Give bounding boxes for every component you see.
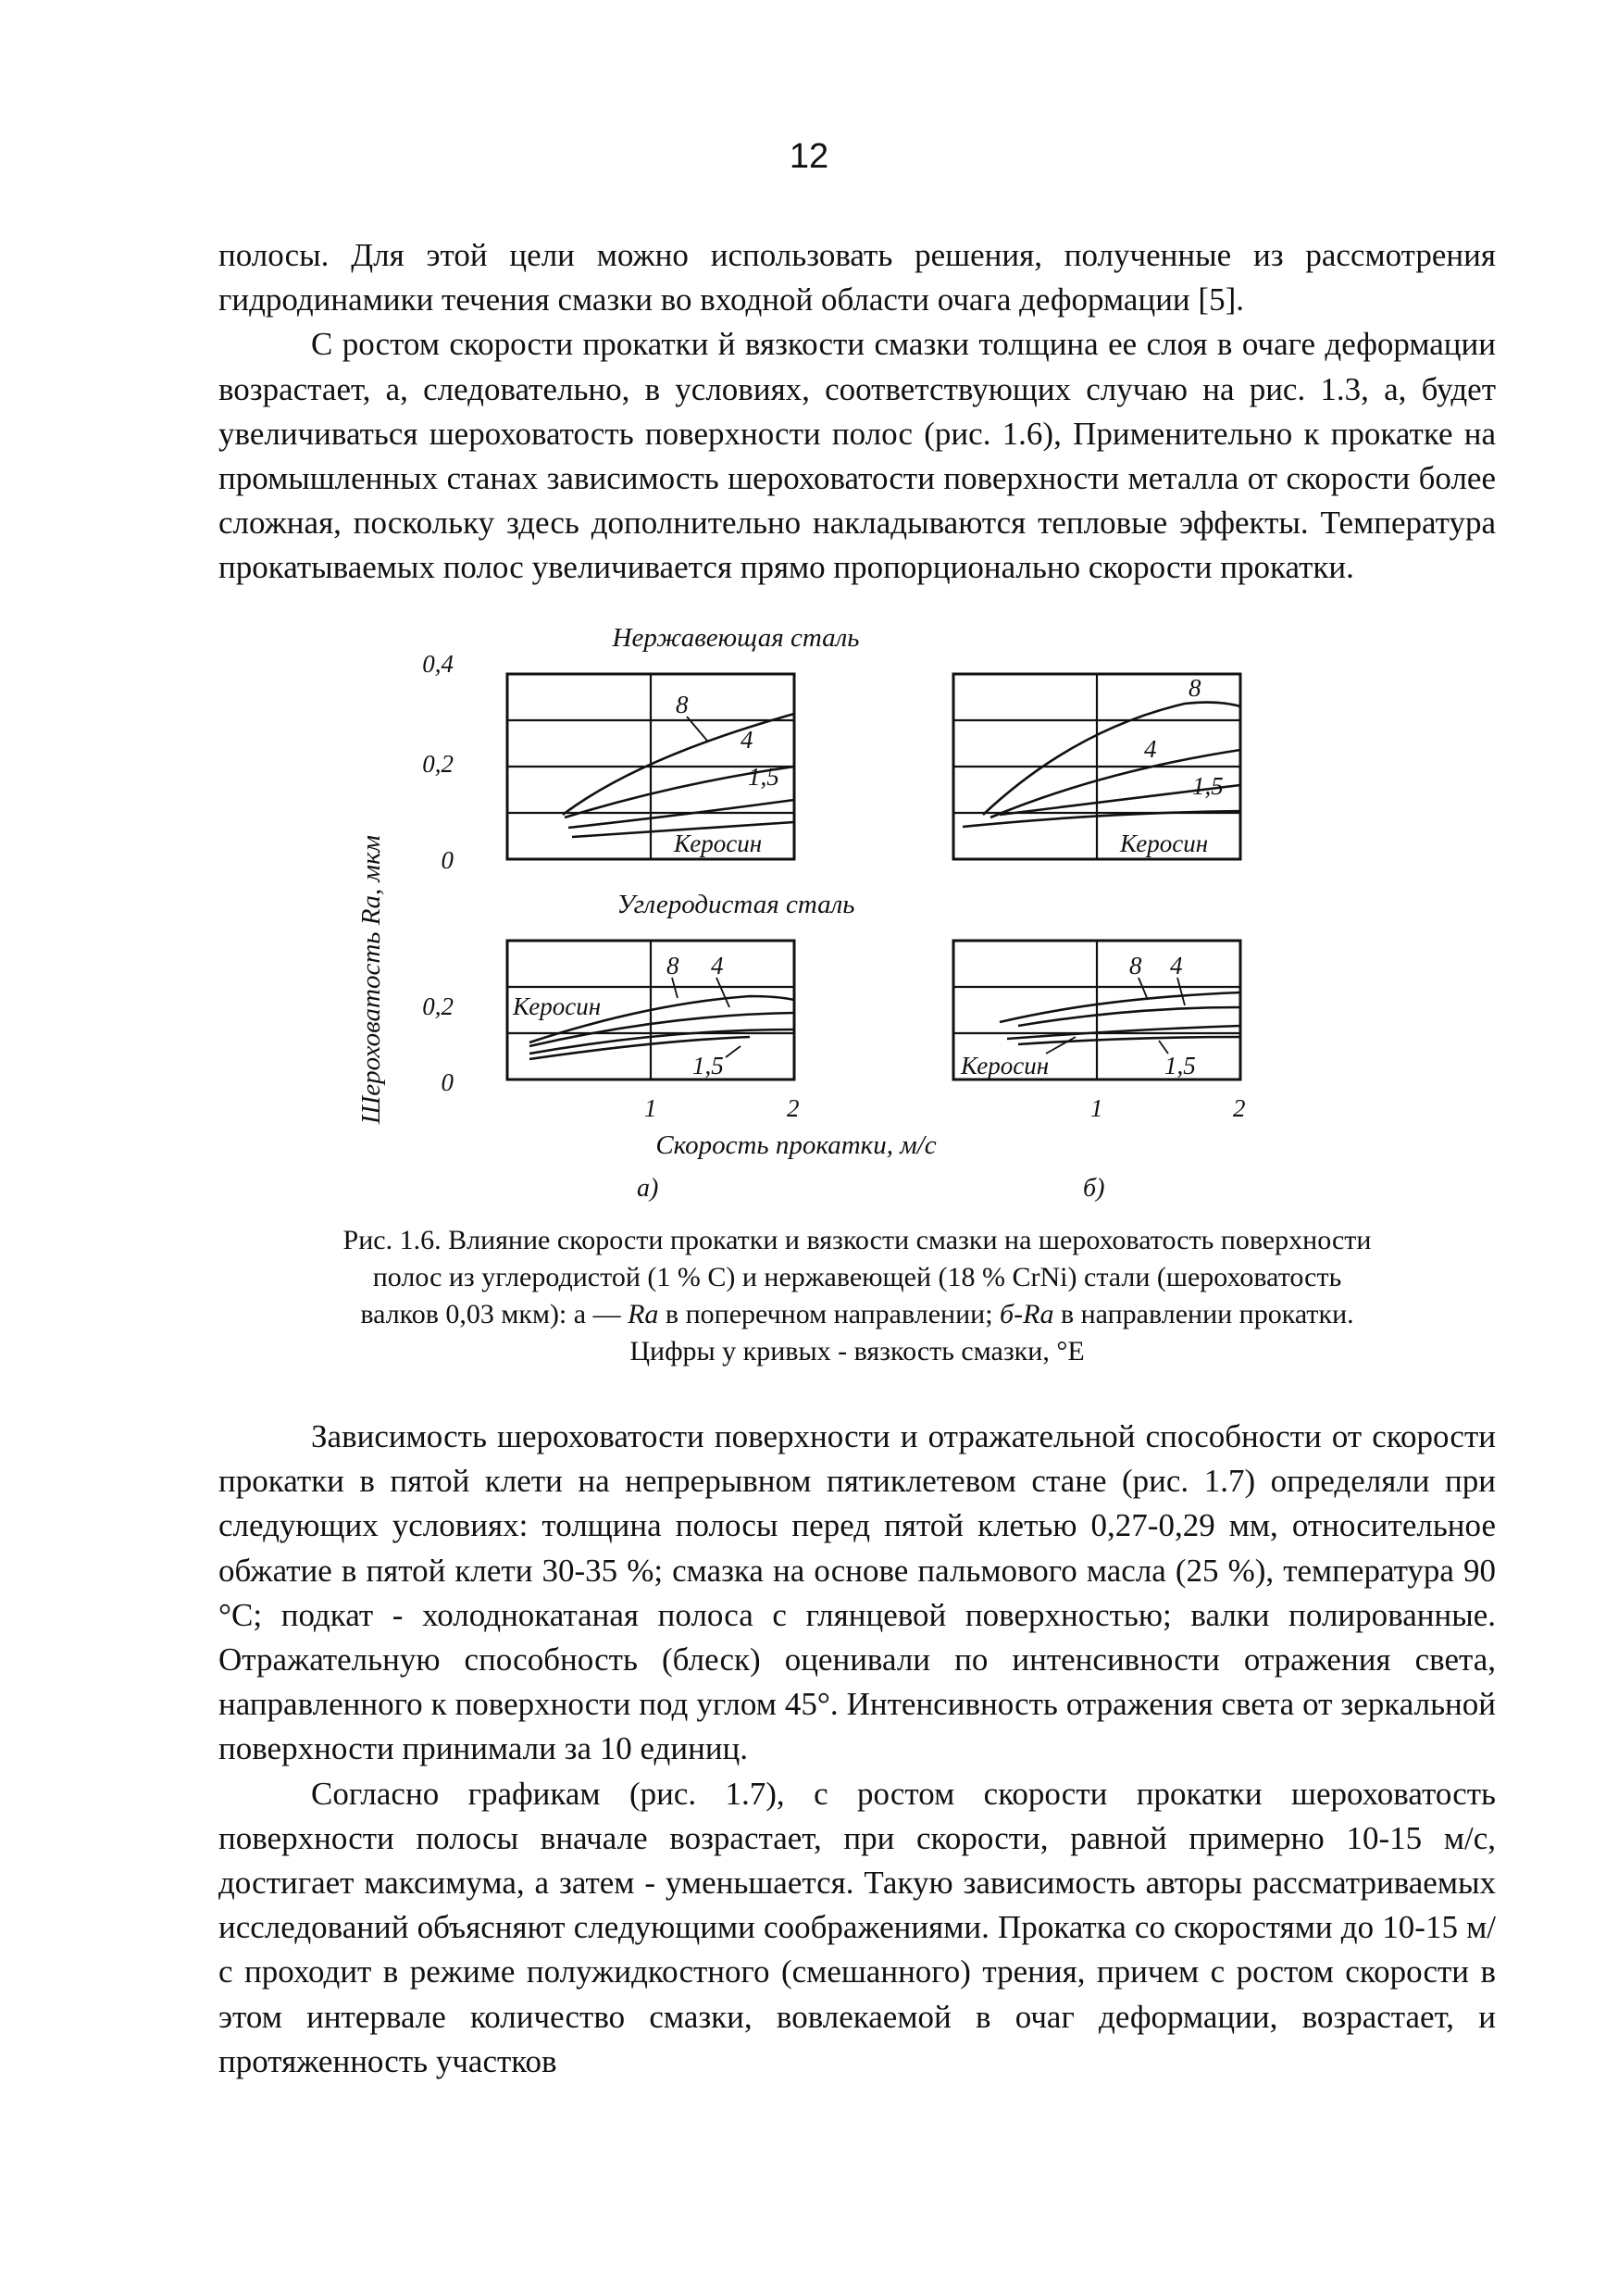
x-tick: 1 <box>644 1094 657 1122</box>
caption-italic: б-Ra <box>1000 1299 1054 1329</box>
curve-label-kerosene: Керосин <box>513 992 602 1020</box>
panel-b-top <box>953 674 1240 859</box>
curve-label-4: 4 <box>1144 735 1157 763</box>
panel-a-bottom <box>507 941 794 1079</box>
panel-a-top <box>507 674 794 859</box>
y-axis-label: Шероховатость Ra, мкм <box>356 834 386 1125</box>
y-tick: 0 <box>441 1068 454 1096</box>
paragraph: Согласно графикам (рис. 1.7), с ростом скорости прокатки шероховатость поверхности полосы вначале возрастает, при скорости, равной примерно 10-15 м/с, достигает максимума, а затем - уменьшается. Такую зависимость авторы рассматриваемых исследований объясняют следующими соображениями. Прокатка со скоростями до 10-15 м/с проходит в режиме полужидкостного (смешанного) трения, причем с ростом скорости в этом интервале количество смазки, вовлекаемой в очаг деформации, возрастает, и протяженность участков <box>218 1775 1496 2079</box>
curve-label-1-5: 1,5 <box>1192 772 1224 800</box>
caption-text: валков 0,03 мкм): а — <box>360 1299 629 1329</box>
label-leader <box>1046 1037 1076 1054</box>
curve-label-kerosene: Керосин <box>1120 830 1209 857</box>
caption-text: в направлении прокатки. <box>1053 1299 1354 1329</box>
curve-label-8: 8 <box>1189 674 1201 702</box>
paragraph: С ростом скорости прокатки й вязкости смазки толщина ее слоя в очаге деформации возрастает, а, следовательно, в условиях, соответствующих случаю на рис. 1.3, а, будет увеличиваться шероховатость поверхности полос (рис. 1.6), Применительно к прокатке на промышленных станах зависимость шероховатости поверхности металла от скорости более сложная, поскольку здесь дополнительно накладываются тепловые эффекты. Температура прокатываемых полос увеличивается прямо пропорционально скорости прокатки. <box>218 326 1496 586</box>
x-axis-label: Скорость прокатки, м/с <box>655 1130 937 1160</box>
label-leader <box>1139 978 1148 1000</box>
caption-line <box>218 1296 1496 1333</box>
label-leader <box>726 1046 741 1057</box>
caption-line: полос из углеродистой (1 % С) и нержавеющей (18 % CrNi) стали (шероховатость <box>372 1262 1342 1292</box>
x-tick: 2 <box>787 1094 800 1122</box>
figure-caption <box>218 1222 1496 1370</box>
curve-label-kerosene: Керосин <box>674 830 763 857</box>
top-text-block <box>218 233 1496 591</box>
label-leader <box>716 978 729 1007</box>
caption-line: Рис. 1.6. Влияние скорости прокатки и вязкости смазки на шероховатость поверхности <box>342 1225 1372 1255</box>
curve-label-4: 4 <box>711 952 724 980</box>
curve-label-8: 8 <box>666 952 679 980</box>
panel-label-b: б) <box>1083 1174 1105 1203</box>
curve-label-kerosene: Керосин <box>961 1052 1050 1079</box>
y-tick: 0,4 <box>422 650 454 678</box>
curve-label-4: 4 <box>741 726 753 754</box>
x-tick: 1 <box>1090 1094 1103 1122</box>
paragraph: Зависимость шероховатости поверхности и отражательной способности от скорости прокатки в пятой клети на непрерывном пятиклетевом стане (рис. 1.7) определяли при следующих условиях: толщина полосы перед пятой клетью 0,27-0,29 мм, относительное обжатие в пятой клети 30-35 %; смазка на основе пальмового масла (25 %), температура 90 °С; подкат - холоднокатаная полоса с глянцевой поверхностью; валки полированные. Отражательную способность (блеск) оценивали по интенсивности отражения света, направленного к поверхности под углом 45°. Интенсивность отражения света от зеркальной поверхности принимали за 10 единиц. <box>218 1418 1496 1767</box>
curve-label-8: 8 <box>676 691 689 718</box>
title-stainless: Нержавеющая сталь <box>612 623 860 653</box>
curve-label-4: 4 <box>1170 952 1183 980</box>
title-carbon: Углеродистая сталь <box>616 890 855 919</box>
paragraph: полосы. Для этой цели можно использовать решения, полученные из рассмотрения гидродинамики течения смазки во входной области очага деформации [5]. <box>218 237 1496 318</box>
bottom-text-block <box>218 1415 1496 2084</box>
caption-text: в поперечном направлении; <box>658 1299 1001 1329</box>
panel-label-a: а) <box>637 1174 659 1203</box>
caption-italic: Ra <box>628 1299 659 1329</box>
label-leader <box>1177 978 1185 1005</box>
label-leader <box>1159 1041 1168 1054</box>
y-tick: 0 <box>441 846 454 874</box>
curve-1-5 <box>1018 1037 1240 1044</box>
curve-label-1-5: 1,5 <box>748 763 779 791</box>
caption-line: Цифры у кривых - вязкость смазки, °Е <box>629 1336 1085 1366</box>
figure-1-6 <box>315 618 1277 1211</box>
curve-4 <box>1018 1007 1240 1026</box>
roughness-charts <box>315 618 1277 1211</box>
curve-label-8: 8 <box>1129 952 1142 980</box>
y-tick: 0,2 <box>422 750 454 778</box>
x-tick: 2 <box>1233 1094 1246 1122</box>
curve-label-1-5: 1,5 <box>692 1052 724 1079</box>
panel-b-bottom <box>953 941 1240 1079</box>
y-tick: 0,2 <box>422 992 454 1020</box>
curve-label-1-5: 1,5 <box>1164 1052 1196 1079</box>
page-number: 12 <box>789 137 829 176</box>
